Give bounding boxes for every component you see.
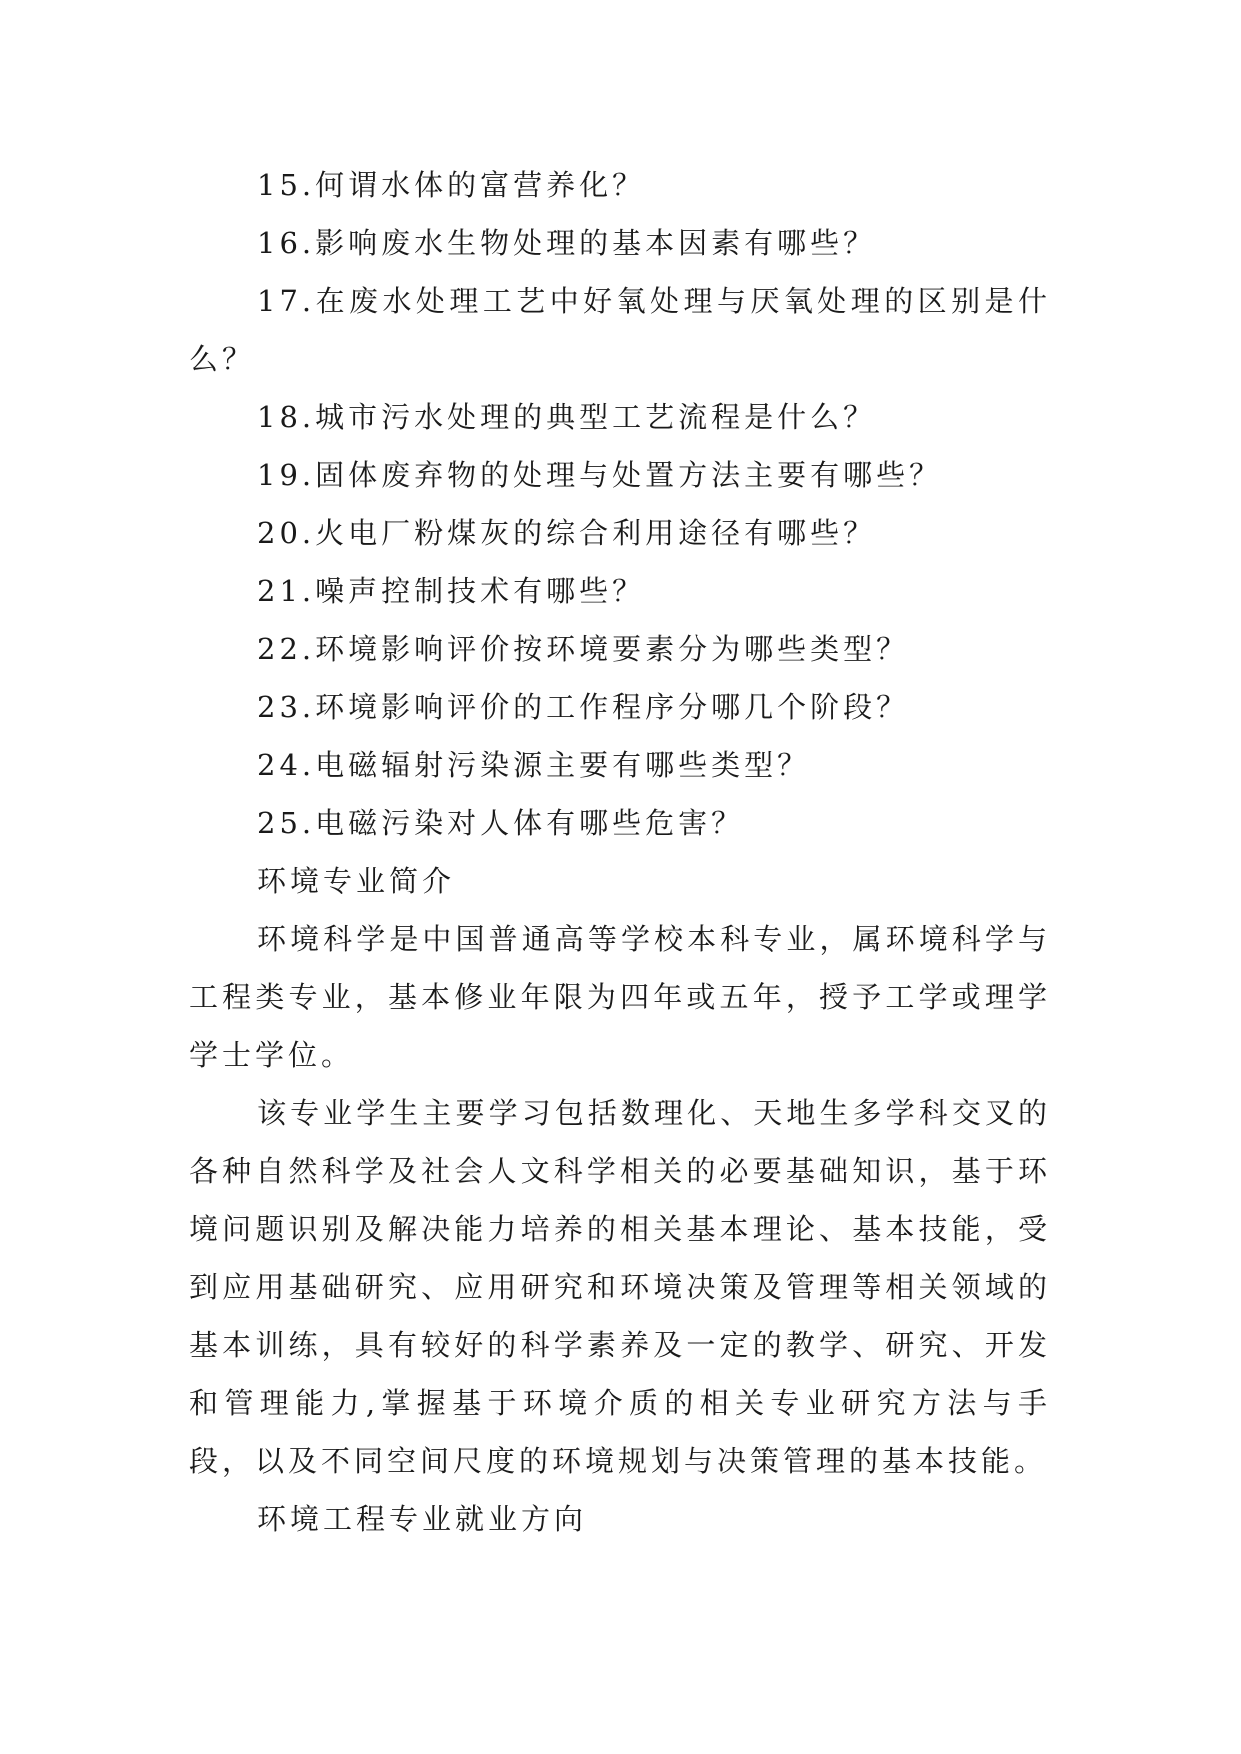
document-body xyxy=(189,156,1051,1548)
question-25: 25.电磁污染对人体有哪些危害？ xyxy=(257,806,745,840)
question-23: 23.环境影响评价的工作程序分哪几个阶段？ xyxy=(257,690,910,724)
question-15: 15.何谓水体的富营养化？ xyxy=(257,168,646,202)
question-18: 18.城市污水处理的典型工艺流程是什么？ xyxy=(257,400,877,434)
employment-heading: 环境工程专业就业方向 xyxy=(257,1502,588,1536)
question-24: 24.电磁辐射污染源主要有哪些类型？ xyxy=(257,748,811,782)
question-16: 16.影响废水生物处理的基本因素有哪些？ xyxy=(257,226,877,260)
question-22: 22.环境影响评价按环境要素分为哪些类型？ xyxy=(257,632,910,666)
question-21: 21.噪声控制技术有哪些？ xyxy=(257,574,646,608)
intro-paragraph-2: 该专业学生主要学习包括数理化、天地生多学科交叉的各种自然科学及社会人文科学相关的必要基础知识，基于环境问题识别及解决能力培养的相关基本理论、基本技能，受到应用基础研究、应用研究和环境决策及管理等相关领域的基本训练，具有较好的科学素养及一定的教学、研究、开发和管理能力,掌握基于环境介质的相关专业研究方法与手段，以及不同空间尺度的环境规划与决策管理的基本技能。 xyxy=(189,1096,1051,1478)
intro-paragraph-1: 环境科学是中国普通高等学校本科专业，属环境科学与工程类专业，基本修业年限为四年或五年，授予工学或理学学士学位。 xyxy=(189,922,1051,1072)
intro-heading: 环境专业简介 xyxy=(257,864,456,898)
question-17: 17.在废水处理工艺中好氧处理与厌氧处理的区别是什么？ xyxy=(189,284,1051,376)
question-20: 20.火电厂粉煤灰的综合利用途径有哪些？ xyxy=(257,516,877,550)
question-19: 19.固体废弃物的处理与处置方法主要有哪些？ xyxy=(257,458,943,492)
